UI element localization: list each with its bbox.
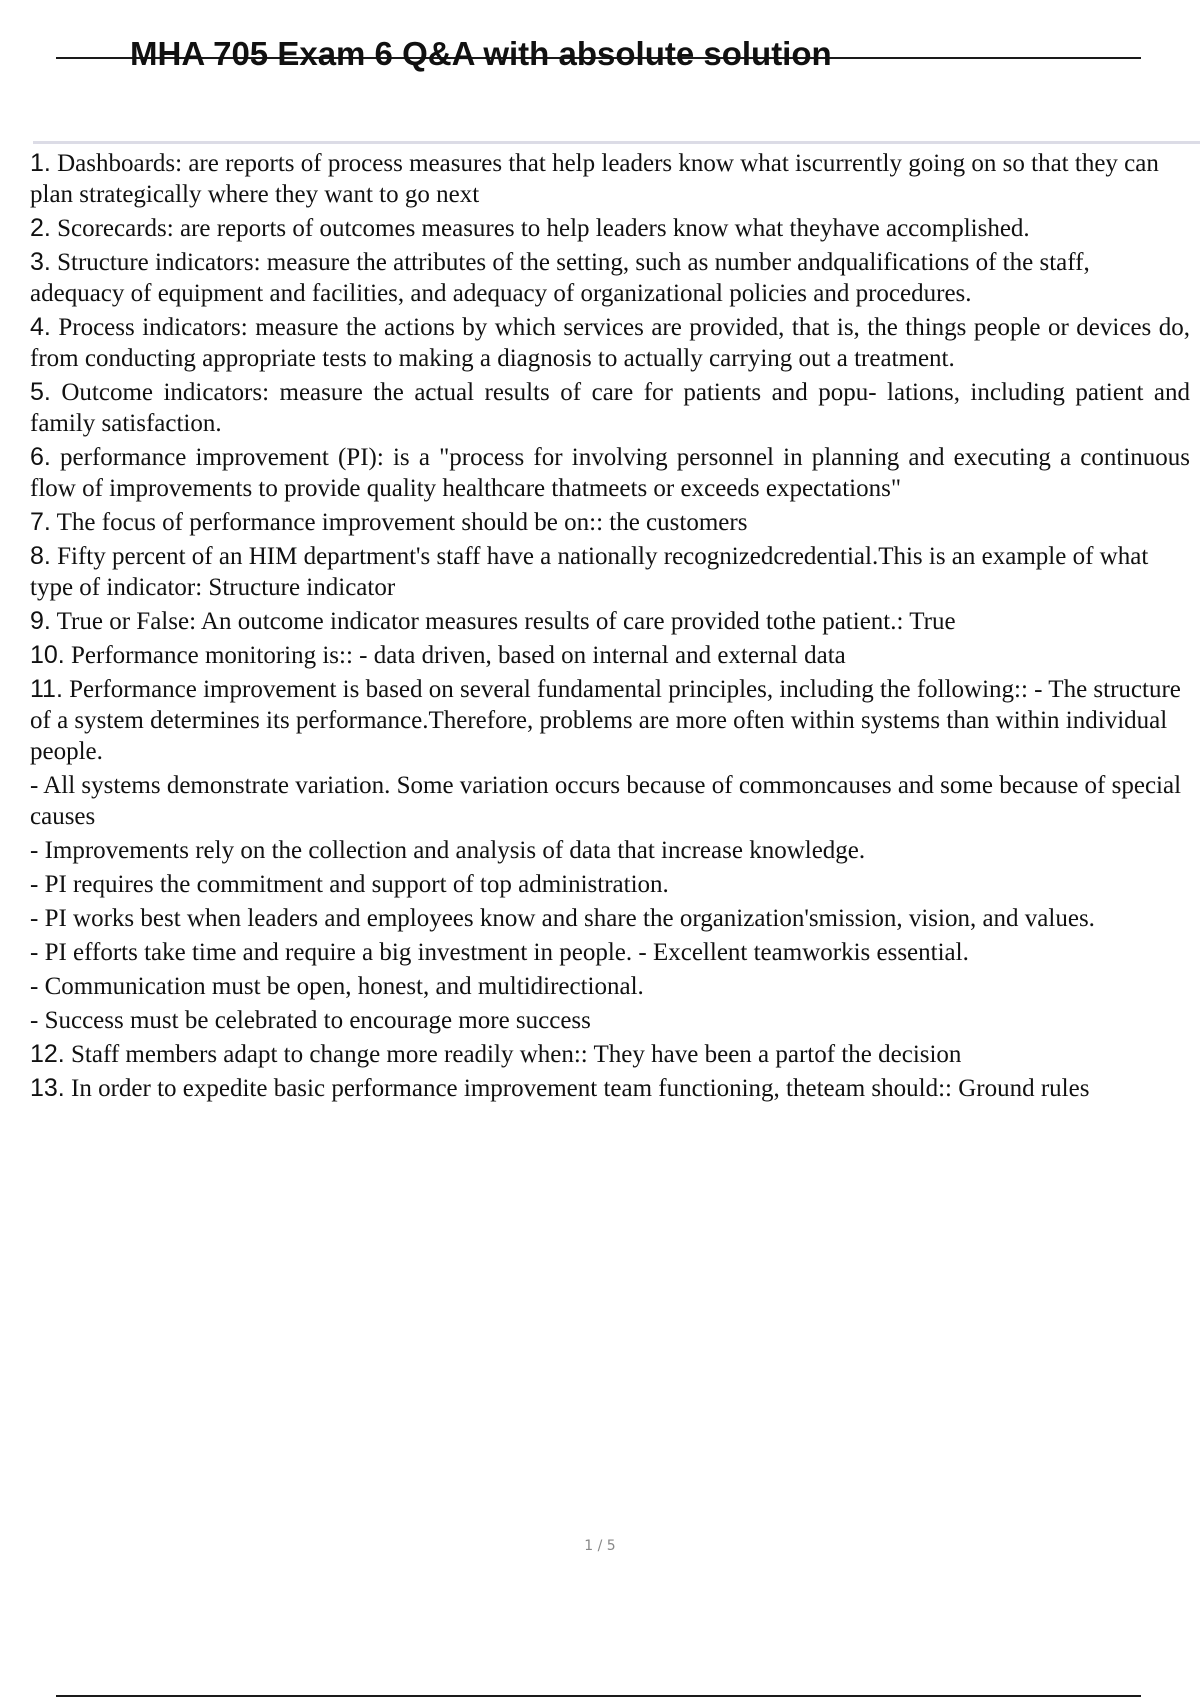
item-number: 5. — [30, 378, 51, 406]
qa-item-1 — [30, 148, 1190, 210]
header-separator — [33, 141, 1200, 144]
item-number: 10. — [30, 641, 65, 669]
item-text: Scorecards: are reports of outcomes measures to help leaders know what theyhave accomplished. — [50, 215, 1030, 242]
item-number: 1. — [30, 149, 51, 177]
principle-bullet: - PI works best when leaders and employees know and share the organization'smission, vision, and values. — [30, 905, 1095, 932]
qa-item-10 — [30, 640, 1190, 671]
item-text: Process indicators: measure the actions by which services are provided, that is, the things people or devices do, from conducting appropriate tests to making a diagnosis to actually carrying out a treatment. — [30, 314, 1190, 372]
item-number: 4. — [30, 313, 51, 341]
item-text: True or False: An outcome indicator measures results of care provided tothe patient.: True — [50, 608, 956, 635]
item-text: Performance improvement is based on several fundamental principles, including the following:: - The structure of a system determines its performance.Therefore, problems are more often within systems than within individual people. — [30, 676, 1181, 765]
qa-item-13 — [30, 1073, 1190, 1104]
principle-bullet: - PI requires the commitment and support of top administration. — [30, 871, 669, 898]
principle-bullet: - Communication must be open, honest, and multidirectional. — [30, 973, 644, 1000]
qa-content — [30, 148, 1190, 1107]
item-number: 3. — [30, 248, 51, 276]
principle-bullet: - All systems demonstrate variation. Some variation occurs because of commoncauses and some because of special causes — [30, 772, 1182, 830]
qa-item-12 — [30, 1039, 1190, 1070]
item-text: In order to expedite basic performance improvement team functioning, theteam should:: Ground rules — [64, 1075, 1090, 1102]
item-text: Performance monitoring is:: - data driven, based on internal and external data — [64, 642, 846, 669]
item-number: 2. — [30, 214, 51, 242]
item-number: 13. — [30, 1074, 65, 1102]
qa-item-8 — [30, 541, 1190, 603]
qa-item-4 — [30, 312, 1190, 374]
item-text: Structure indicators: measure the attributes of the setting, such as number andqualifications of the staff, adequacy of equipment and facilities, and adequacy of organizational policies and procedures. — [30, 249, 1090, 307]
principle-bullet: - Success must be celebrated to encourage more success — [30, 1007, 591, 1034]
item-number: 11. — [30, 675, 63, 703]
item-number: 12. — [30, 1040, 65, 1068]
item-text: Staff members adapt to change more readily when:: They have been a partof the decision — [64, 1041, 962, 1068]
item-number: 6. — [30, 443, 51, 471]
qa-item-2 — [30, 213, 1190, 244]
principle-bullet: - PI efforts take time and require a big investment in people. - Excellent teamworkis essential. — [30, 939, 969, 966]
footer-rule — [56, 1695, 1141, 1697]
item-text: Dashboards: are reports of process measures that help leaders know what iscurrently going on so that they can plan strategically where they want to go next — [30, 150, 1159, 208]
principle-bullet: - Improvements rely on the collection and analysis of data that increase knowledge. — [30, 837, 866, 864]
item-text: performance improvement (PI): is a "process for involving personnel in planning and executing a continuous flow of improvements to provide quality healthcare thatmeets or exceeds expectations" — [30, 444, 1190, 502]
qa-item-6 — [30, 442, 1190, 504]
qa-item-11 — [30, 674, 1190, 767]
item-text: Outcome indicators: measure the actual results of care for patients and popu- lations, including patient and family satisfaction. — [30, 379, 1190, 437]
item-text: The focus of performance improvement should be on:: the customers — [50, 509, 748, 536]
item-number: 7. — [30, 508, 51, 536]
qa-item-3 — [30, 247, 1190, 309]
item-number: 9. — [30, 607, 51, 635]
qa-item-9 — [30, 606, 1190, 637]
title-row — [56, 30, 1141, 78]
page-number: 1 / 5 — [584, 1538, 616, 1554]
qa-item-5 — [30, 377, 1190, 439]
qa-item-7 — [30, 507, 1190, 538]
item-number: 8. — [30, 542, 51, 570]
item-text: Fifty percent of an HIM department's staff have a nationally recognizedcredential.This is an example of what type of indicator: Structure indicator — [30, 543, 1149, 601]
page-title: MHA 705 Exam 6 Q&A with absolute solution — [130, 35, 832, 72]
